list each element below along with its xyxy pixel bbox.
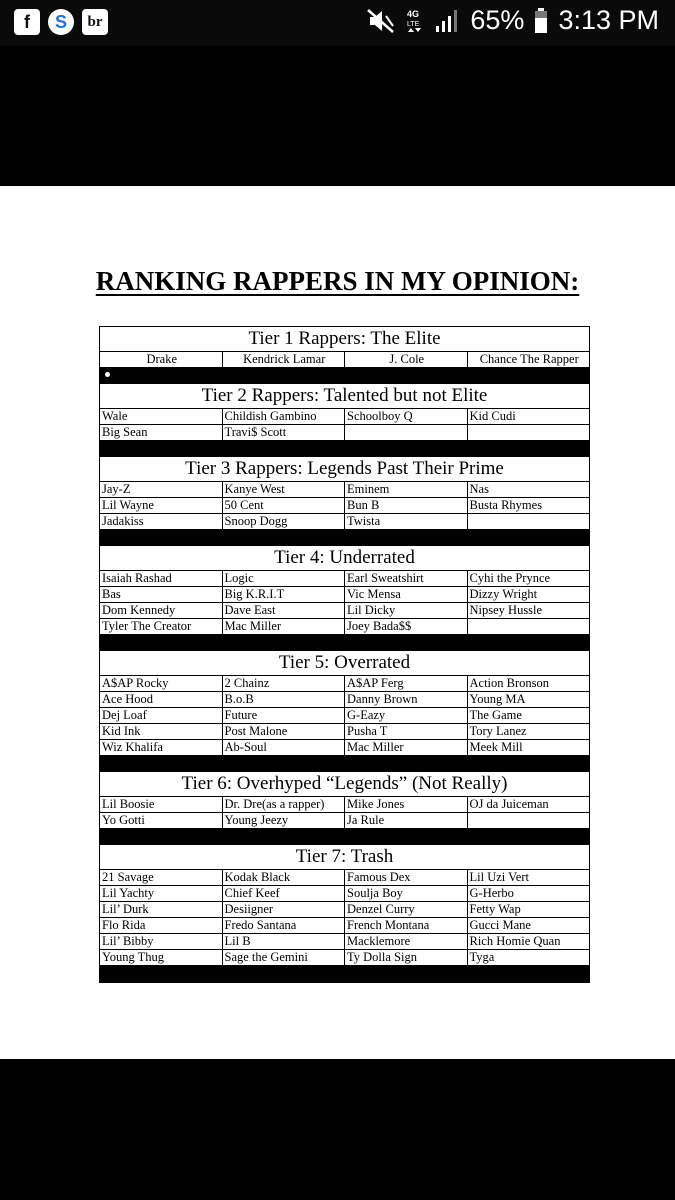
rapper-cell: Danny Brown [345,692,468,707]
notification-icons [14,9,108,35]
mute-icon [366,8,396,34]
rapper-cell: Rich Homie Quan [469,934,561,948]
rapper-cell: Dr. Dre(as a rapper) [223,797,346,812]
rapper-cell: Jadakiss [100,514,223,529]
rapper-cell: Chance The Rapper [479,352,579,366]
rapper-cell: Tory Lanez [469,724,527,738]
rapper-cell: Future [223,708,346,723]
signal-icon [434,8,460,34]
document-photo [0,186,675,1059]
rapper-cell: Ty Dolla Sign [345,950,468,965]
rapper-cell: Joey Bada$$ [345,619,468,634]
rapper-cell: A$AP Rocky [100,676,223,691]
rapper-cell: Wiz Khalifa [100,740,223,755]
rapper-cell: Meek Mill [469,740,523,754]
rapper-cell: Eminem [345,482,468,497]
rapper-cell: Chief Keef [223,886,346,901]
bleacher-report-icon: br [82,9,108,35]
rapper-cell: Denzel Curry [345,902,468,917]
rapper-cell: Famous Dex [345,870,468,885]
rapper-cell: Yo Gotti [100,813,223,828]
rapper-cell: Childish Gambino [223,409,346,424]
rapper-cell: Big K.R.I.T [223,587,346,602]
rapper-cell: The Game [469,708,522,722]
svg-text:4G: 4G [407,8,420,19]
tier-header: Tier 7: Trash [100,845,589,870]
rapper-cell: Pusha T [345,724,468,739]
table-row [100,692,589,708]
table-row [100,409,589,425]
table-row [100,603,589,619]
rapper-cell: Lil Wayne [100,498,223,513]
rapper-cell [468,619,590,634]
rapper-cell: Desiigner [223,902,346,917]
rapper-cell: Mac Miller [223,619,346,634]
rapper-cell: Logic [223,571,346,586]
rapper-cell: Snoop Dogg [223,514,346,529]
rapper-cell: Young Jeezy [223,813,346,828]
system-icons [366,5,659,36]
battery-icon [534,8,548,34]
rapper-cell: Bas [100,587,223,602]
rapper-cell: Schoolboy Q [345,409,468,424]
rapper-cell: B.o.B [223,692,346,707]
rapper-cell: J. Cole [345,352,468,367]
rapper-cell: Flo Rida [100,918,223,933]
tier-separator [100,756,589,772]
table-row [100,425,589,441]
table-row [100,619,589,635]
rapper-cell: Busta Rhymes [469,498,543,512]
table-row [100,918,589,934]
rapper-cell [468,514,590,529]
rapper-cell: G-Herbo [469,886,514,900]
rapper-cell: Mike Jones [345,797,468,812]
rapper-cell: Big Sean [100,425,223,440]
rapper-cell: Kid Ink [100,724,223,739]
rapper-cell: Isaiah Rashad [100,571,223,586]
table-row [100,498,589,514]
s-app-icon: S [48,9,74,35]
status-bar [0,0,675,46]
table-row [100,482,589,498]
rapper-cell: Ab-Soul [223,740,346,755]
rapper-cell: Kodak Black [223,870,346,885]
rapper-cell: Lil B [223,934,346,949]
rapper-cell: Nipsey Hussle [469,603,543,617]
rapper-cell: Bun B [345,498,468,513]
rapper-cell: Lil’ Bibby [100,934,223,949]
table-row [100,708,589,724]
tier-header: Tier 6: Overhyped “Legends” (Not Really) [100,772,589,797]
tier-separator [100,441,589,457]
rapper-cell: Tyga [469,950,495,964]
facebook-icon: f [14,9,40,35]
table-row [100,587,589,603]
rapper-cell: Sage the Gemini [223,950,346,965]
table-row [100,571,589,587]
table-row [100,934,589,950]
document-title: RANKING RAPPERS IN MY OPINION: [95,266,580,296]
rapper-cell: Dave East [223,603,346,618]
tier-separator [100,530,589,546]
rapper-cell: Wale [100,409,223,424]
tier-list-table [99,326,590,983]
rapper-cell: French Montana [345,918,468,933]
rapper-cell: Lil Yachty [100,886,223,901]
rapper-cell: Gucci Mane [469,918,531,932]
rapper-cell: Kid Cudi [469,409,516,423]
svg-text:LTE: LTE [407,20,420,28]
tier-header: Tier 5: Overrated [100,651,589,676]
rapper-cell: Lil Dicky [345,603,468,618]
rapper-cell: Kendrick Lamar [223,352,346,367]
tier-header: Tier 2 Rappers: Talented but not Elite [100,384,589,409]
rapper-cell: Vic Mensa [345,587,468,602]
table-row [100,740,589,756]
rapper-cell [345,425,468,440]
rapper-cell: Lil Uzi Vert [469,870,529,884]
rapper-cell [468,425,590,440]
table-row [100,902,589,918]
rapper-cell: Tyler The Creator [100,619,223,634]
tier-separator [100,368,589,384]
rapper-cell: Young Thug [100,950,223,965]
rapper-cell: Kanye West [223,482,346,497]
rapper-cell: Post Malone [223,724,346,739]
rapper-cell: Nas [469,482,489,496]
rapper-cell: Dizzy Wright [469,587,538,601]
rapper-cell: Ja Rule [345,813,468,828]
rapper-cell: Cyhi the Prynce [469,571,551,585]
clock: 3:13 PM [558,5,659,35]
table-row [100,797,589,813]
table-row [100,352,589,368]
rapper-cell: Ace Hood [100,692,223,707]
rapper-cell: 50 Cent [223,498,346,513]
table-row [100,514,589,530]
rapper-cell: 21 Savage [100,870,223,885]
rapper-cell: G-Eazy [345,708,468,723]
table-row [100,886,589,902]
table-row [100,813,589,829]
rapper-cell: Dom Kennedy [100,603,223,618]
rapper-cell: Lil’ Durk [100,902,223,917]
tier-separator [100,966,589,982]
rapper-cell: Soulja Boy [345,886,468,901]
rapper-cell: Fredo Santana [223,918,346,933]
rapper-cell: Fetty Wap [469,902,521,916]
table-row [100,724,589,740]
rapper-cell: Lil Boosie [100,797,223,812]
rapper-cell: A$AP Ferg [345,676,468,691]
tier-header: Tier 4: Underrated [100,546,589,571]
lte-icon [406,7,424,35]
rapper-cell: OJ da Juiceman [469,797,549,811]
tier-separator [100,635,589,651]
rapper-cell: Travi$ Scott [223,425,346,440]
rapper-cell: Dej Loaf [100,708,223,723]
rapper-cell: Earl Sweatshirt [345,571,468,586]
rapper-cell: Young MA [469,692,526,706]
rapper-cell: 2 Chainz [223,676,346,691]
rapper-cell [468,813,590,828]
rapper-cell: Drake [100,352,223,367]
tier-separator [100,829,589,845]
table-row [100,950,589,966]
tier-header: Tier 3 Rappers: Legends Past Their Prime [100,457,589,482]
table-row [100,676,589,692]
rapper-cell: Jay-Z [100,482,223,497]
rapper-cell: Macklemore [345,934,468,949]
battery-percent: 65% [470,5,525,35]
rapper-cell: Twista [345,514,468,529]
rapper-cell: Mac Miller [345,740,468,755]
bullet-icon [105,372,110,377]
tier-header: Tier 1 Rappers: The Elite [100,327,589,352]
rapper-cell: Action Bronson [469,676,550,690]
table-row [100,870,589,886]
